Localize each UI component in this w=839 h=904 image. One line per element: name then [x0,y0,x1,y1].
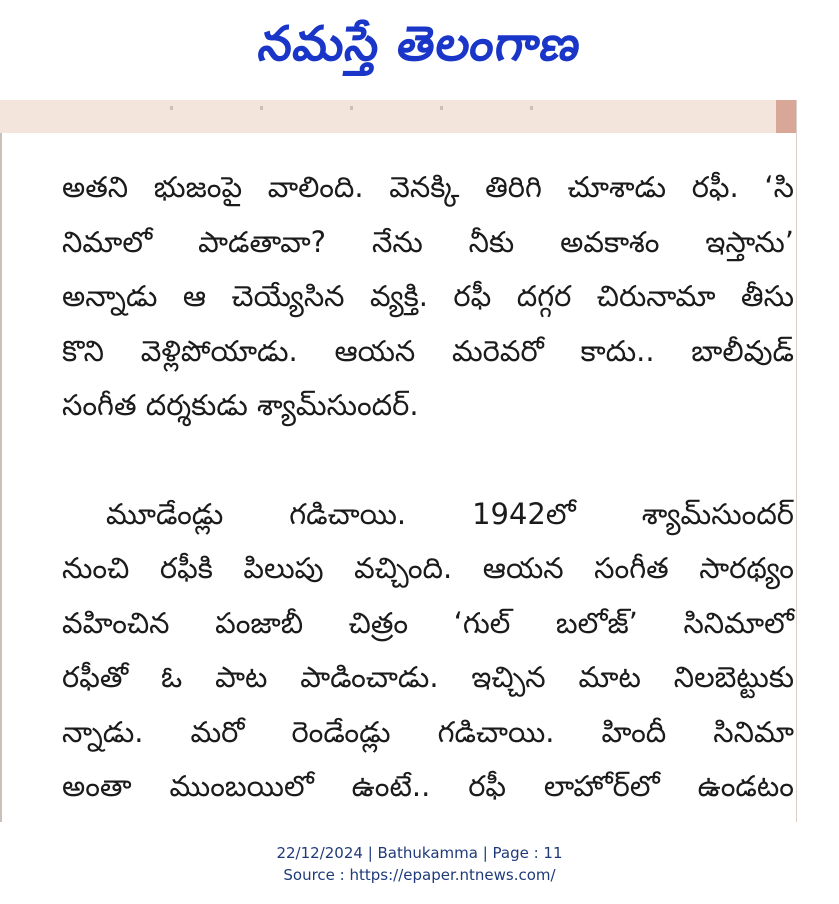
page-footer [0,842,839,886]
article-line: నుంచి రఫీకి పిలుపు వచ్చింది. ఆయన సంగీత సారథ్యం [62,551,794,585]
article-line: వహించిన పంజాబీ చిత్రం ‘గుల్ బలోజ్’ సినిమాలో [62,605,794,640]
masthead [0,0,839,100]
newspaper-logo: నమస్తే తెలంగాణ [255,16,586,72]
article-line: అన్నాడు ఆ చెయ్యేసిన వ్యక్తి. రఫీ దగ్గర చిరునామా తీసు [62,279,794,313]
article-line: మూడేండ్లు గడిచాయి. 1942లో శ్యామ్‌సుందర్ [106,496,794,531]
article-line: అతని భుజంపై వాలింది. వెనక్కి తిరిగి చూశాడు రఫీ. ‘సి [62,170,794,204]
article-clipping [0,100,797,822]
article-line: రఫీతో ఓ పాట పాడించాడు. ఇచ్చిన మాట నిలబెట్టుకు [62,660,794,694]
clipping-top-band [0,100,796,133]
footer-source-link[interactable]: Source : https://epaper.ntnews.com/ [283,866,556,884]
clipping-edge [776,100,796,133]
article-line: అంతా ముంబయిలో ఉంటే.. రఫీ లాహోర్‌లో ఉండటం [62,769,794,803]
footer-date-section-page: 22/12/2024 | Bathukamma | Page : 11 [276,844,563,862]
article-line: న్నాడు. మరో రెండేండ్లు గడిచాయి. హిందీ సినిమా [62,714,794,749]
article-line: సంగీత దర్శకుడు శ్యామ్‌సుందర్. [62,388,419,422]
cropped-heading-remnant [170,106,570,110]
article-line: కొని వెళ్లిపోయాడు. ఆయన మరెవరో కాదు.. బాలీవుడ్ [62,333,794,368]
clipping-left-rule [0,133,2,822]
paragraph-gap [62,433,794,487]
article-body [62,160,794,814]
article-line: నిమాలో పాడతావా? నేను నీకు అవకాశం ఇస్తాను’ [62,224,794,259]
